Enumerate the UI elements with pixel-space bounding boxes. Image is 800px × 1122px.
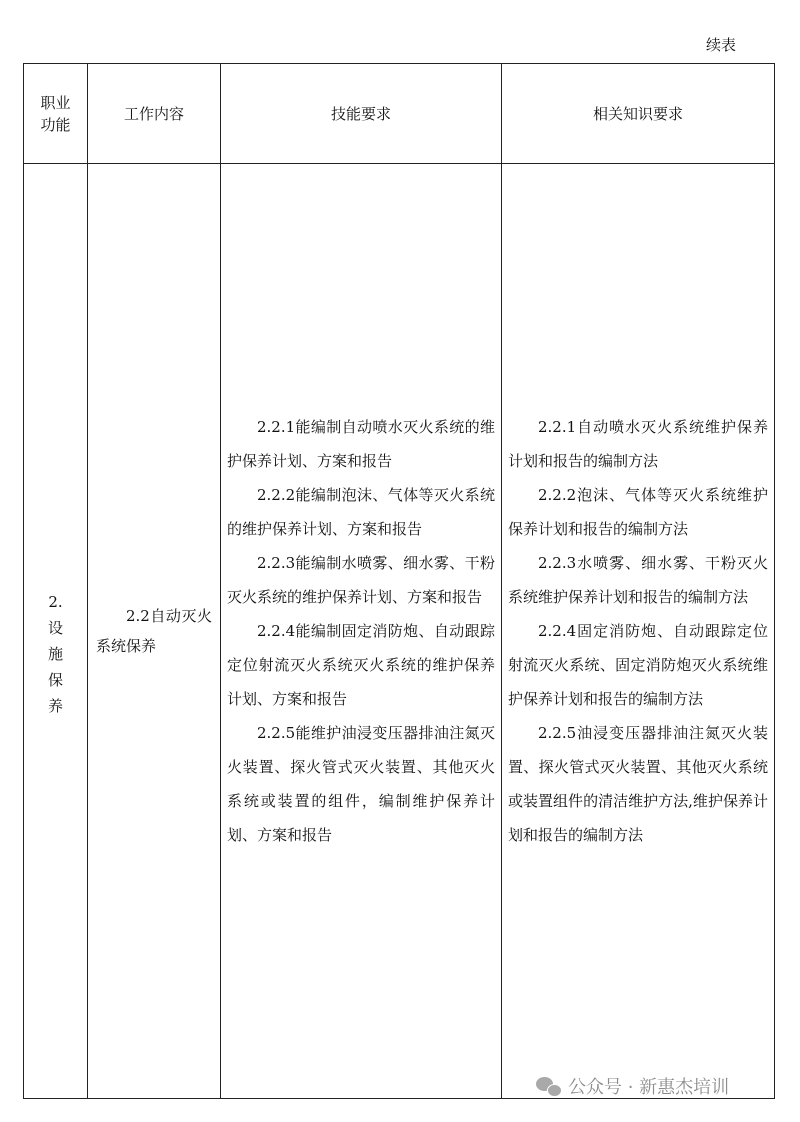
work-content-cell bbox=[88, 164, 221, 1099]
table-row bbox=[24, 164, 775, 1099]
skill-item: 2.2.2能编制泡沫、气体等灭火系统的维护保养计划、方案和报告 bbox=[227, 486, 495, 538]
knowledge-item: 2.2.1自动喷水灭火系统维护保养计划和报告的编制方法 bbox=[508, 418, 768, 470]
header-knowledge-requirements: 相关知识要求 bbox=[502, 64, 775, 164]
wechat-icon bbox=[536, 1076, 562, 1096]
watermark-text: 公众号 · 新惠杰培训 bbox=[568, 1077, 730, 1098]
skill-item: 2.2.4能编制固定消防炮、自动跟踪定位射流灭火系统灭火系统的维护保养计划、方案和报告 bbox=[227, 622, 495, 708]
function-text: 2.设施保养 bbox=[47, 593, 63, 715]
header-work-content: 工作内容 bbox=[88, 64, 221, 164]
knowledge-item: 2.2.2泡沫、气体等灭火系统维护保养计划和报告的编制方法 bbox=[508, 486, 768, 538]
skill-item: 2.2.5能维护油浸变压器排油注氮灭火装置、探火管式灭火装置、其他灭火系统或装置的组件，编制维护保养计划、方案和报告 bbox=[227, 724, 495, 844]
header-skill-requirements: 技能要求 bbox=[221, 64, 502, 164]
skills-cell bbox=[221, 164, 502, 1099]
header-function: 职业功能 bbox=[24, 64, 88, 164]
work-content-text: 2.2自动灭火系统保养 bbox=[96, 607, 212, 655]
skill-item: 2.2.1能编制自动喷水灭火系统的维护保养计划、方案和报告 bbox=[227, 418, 495, 470]
knowledge-item: 2.2.3水喷雾、细水雾、干粉灭火系统维护保养计划和报告的编制方法 bbox=[508, 554, 768, 606]
qualification-table bbox=[23, 63, 775, 1099]
knowledge-cell bbox=[502, 164, 775, 1099]
watermark bbox=[536, 1073, 729, 1099]
function-cell bbox=[24, 164, 88, 1099]
knowledge-item: 2.2.5油浸变压器排油注氮灭火装置、探火管式灭火装置、其他灭火系统或装置组件的清洁维护方法,维护保养计划和报告的编制方法 bbox=[508, 724, 768, 844]
knowledge-item: 2.2.4固定消防炮、自动跟踪定位射流灭火系统、固定消防炮灭火系统维护保养计划和报告的编制方法 bbox=[508, 622, 768, 708]
continued-label: 续表 bbox=[706, 36, 737, 54]
skill-item: 2.2.3能编制水喷雾、细水雾、干粉灭火系统的维护保养计划、方案和报告 bbox=[227, 554, 495, 606]
table-header-row bbox=[24, 64, 775, 164]
